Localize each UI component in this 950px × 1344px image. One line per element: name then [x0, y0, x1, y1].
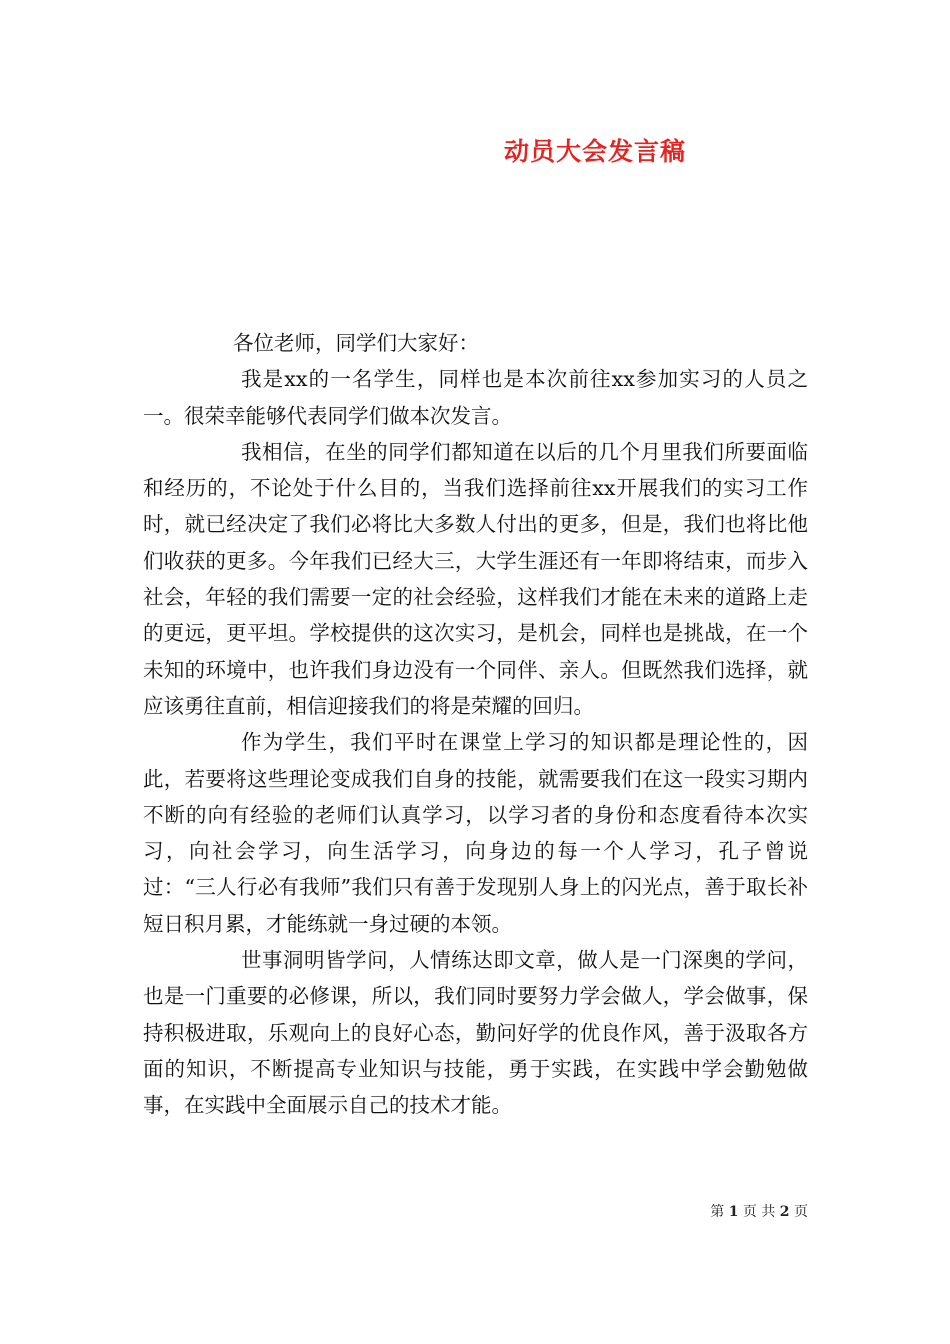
- footer-middle: 页 共: [742, 1204, 776, 1220]
- paragraph-3: 作为学生，我们平时在课堂上学习的知识都是理论性的，因此，若要将这些理论变成我们自身的技能，就需要我们在这一段实习期内不断的向有经验的老师们认真学习，以学习者的身份和态度看待本次实习，向社会学习，向生活学习，向身边的每一个人学习，孔子曾说过：“三人行必有我师”我们只有善于发现别人身上的闪光点，善于取长补短日积月累，才能练就一身过硬的本领。: [143, 730, 808, 936]
- document-title: 动员大会发言稿: [503, 137, 686, 166]
- footer-total-pages: 2: [779, 1204, 790, 1220]
- paragraph-2: 我相信，在坐的同学们都知道在以后的几个月里我们所要面临和经历的，不论处于什么目的，当我们选择前往xx开展我们的实习工作时，就已经决定了我们必将比大多数人付出的更多，但是，我们也将比他们收获的更多。今年我们已经大三，大学生涯还有一年即将结束，而步入社会，年轻的我们需要一定的社会经验，这样我们才能在未来的道路上走的更远，更平坦。学校提供的这次实习，是机会，同样也是挑战，在一个未知的环境中，也许我们身边没有一个同伴、亲人。但既然我们选择，就应该勇往直前，相信迎接我们的将是荣耀的回归。: [143, 439, 808, 718]
- footer-current-page: 1: [728, 1204, 739, 1220]
- salutation: 各位老师，同学们大家好：: [233, 331, 479, 355]
- footer-prefix: 第: [710, 1204, 725, 1220]
- document-body: [143, 325, 808, 1124]
- paragraph-4: 世事洞明皆学问，人情练达即文章，做人是一门深奥的学问，也是一门重要的必修课，所以，我们同时要努力学会做人，学会做事，保持积极进取，乐观向上的良好心态，勤问好学的优良作风，善于汲取各方面的知识，不断提高专业知识与技能，勇于实践，在实践中学会勤勉做事，在实践中全面展示自己的技术才能。: [143, 948, 808, 1118]
- page-footer: [710, 1201, 808, 1221]
- paragraph-1: 我是xx的一名学生，同样也是本次前往xx参加实习的人员之一。很荣幸能够代表同学们做本次发言。: [143, 367, 808, 428]
- footer-suffix: 页: [794, 1204, 808, 1220]
